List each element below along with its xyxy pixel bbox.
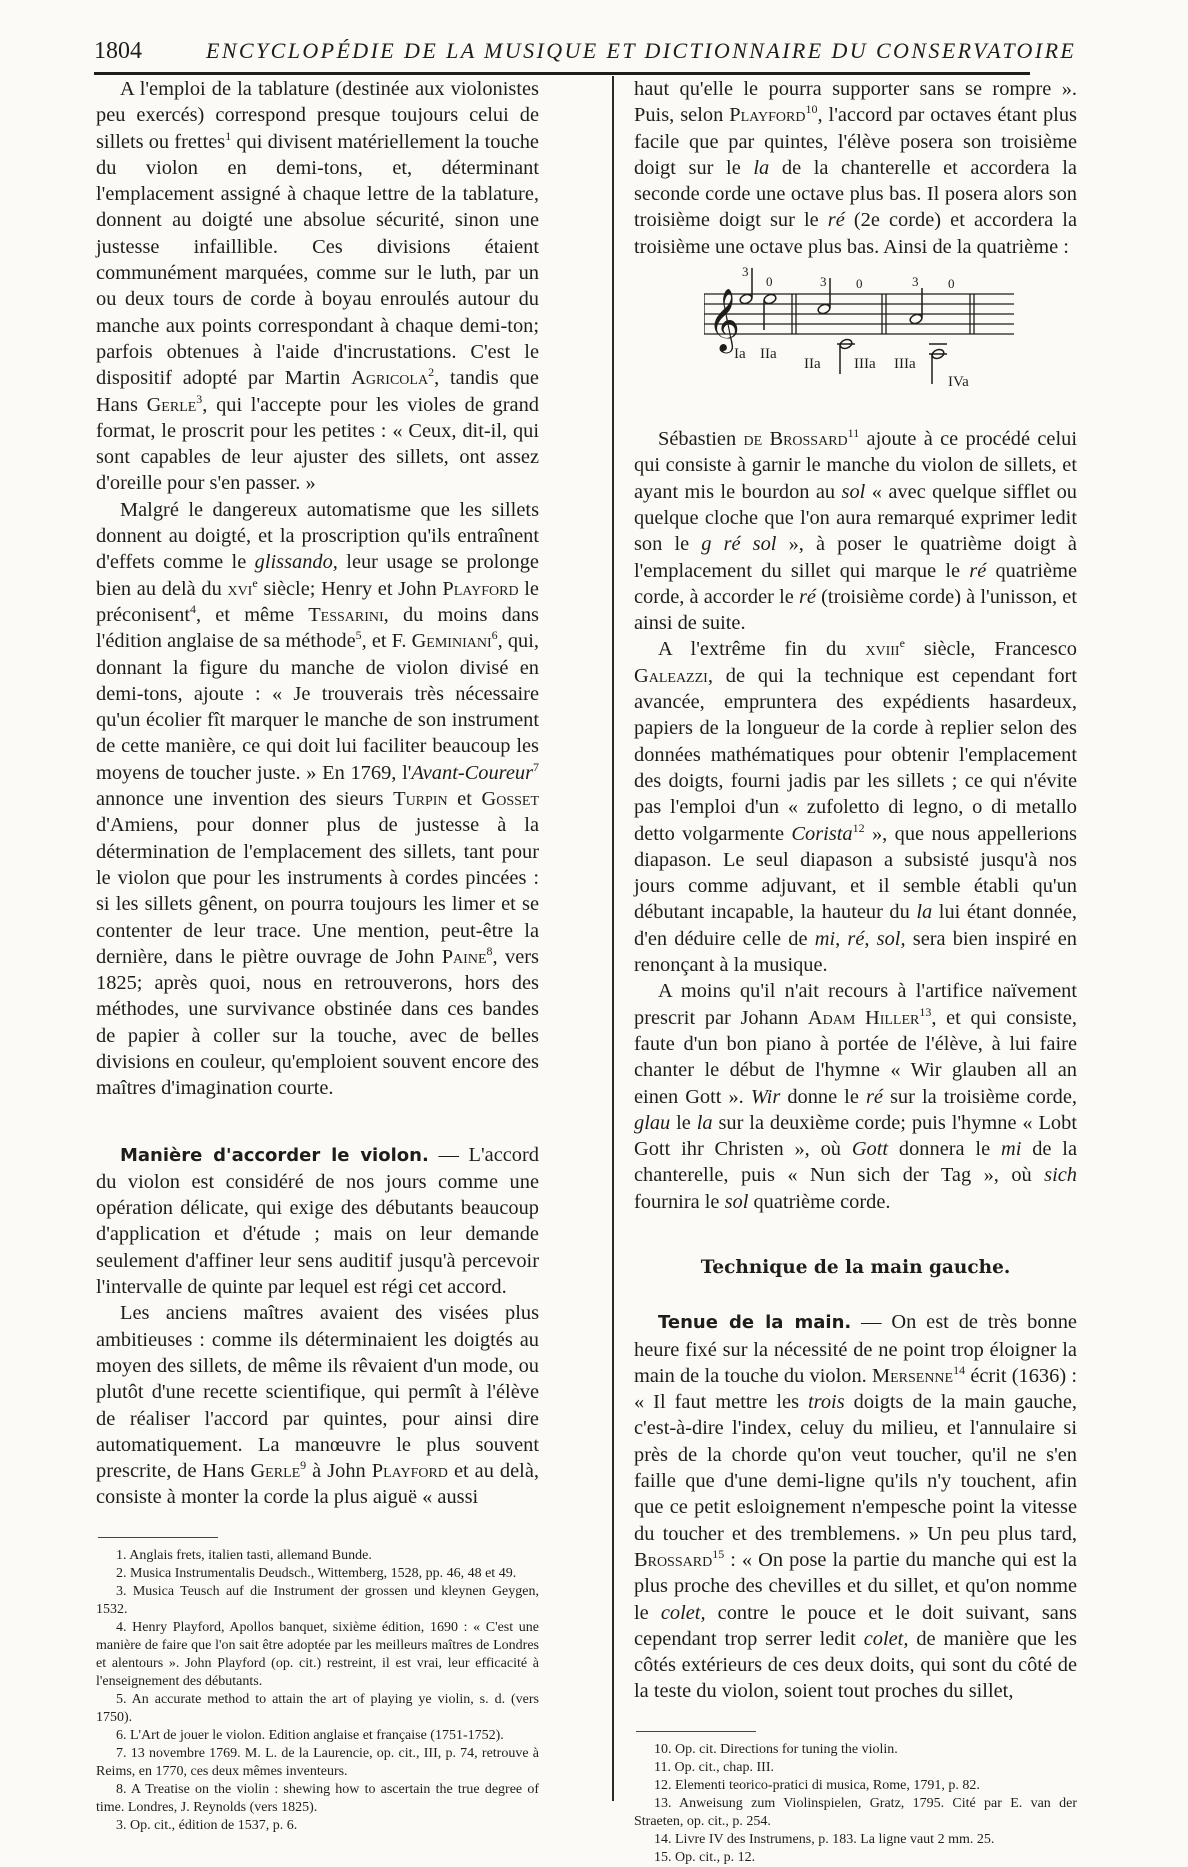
string-label: IIIa xyxy=(894,356,916,373)
footnote: 7. 13 novembre 1769. M. L. de la Laurencie, op. cit., III, p. 74, retrouve à Reims, en 1770, ces deux mêmes inventeurs. xyxy=(96,1745,539,1779)
paragraph-anciens-maitres: Les anciens maîtres avaient des visées plus ambitieuses : comme ils déterminaient les doigtés au moyen des sillets, de même ils rêvaient d'un mode, ou plutôt d'une recette scientifique, qui permît à l'élève de réaliser l'accord par quintes, pour ainsi dire automatiquement. La manœuvre le plus souvent prescrite, de Hans Gerle$^9$ à John Playford et au delà, consiste à monter la corde la plus aiguë « aussi xyxy=(96,1302,539,1509)
fingering-label: 3 xyxy=(742,264,749,280)
string-label: Ia xyxy=(734,346,746,363)
footnote: 1. Anglais frets, italien tasti, allemand Bunde. xyxy=(116,1547,372,1563)
paragraph-playford-octaves: haut qu'elle le pourra supporter sans se rompre ». Puis, selon Playford$^{10}$, l'accord par octaves étant plus facile que par quintes, l'élève posera son troisième doigt sur le la de la chanterelle et accordera la seconde corde une octave plus bas. Il posera alors son troisième doigt sur le ré (2e corde) et accordera la troisième une octave plus bas. Ainsi de la quatrième : xyxy=(634,78,1078,258)
string-label: IIIa xyxy=(854,356,876,373)
footnote: 14. Livre IV des Instrumens, p. 183. La ligne vaut 2 mm. 25. xyxy=(654,1831,995,1847)
footnote: 2. Musica Instrumentalis Deudsch., Wittemberg, 1528, pp. 46, 48 et 49. xyxy=(116,1565,517,1581)
section-title: Technique de la main gauche. xyxy=(700,1256,1011,1278)
left-column xyxy=(96,76,539,1835)
paragraph-tablature: A l'emploi de la tablature (destinée aux violonistes peu exercés) correspond presque toujours celui de sillets ou frettes$^1$ qui divisent matériellement la touche du violon en demi-tons, et, déterminant l'emplacement assigné à chaque lettre de la tablature, donnent au doigté une absolue sécurité, sinon une justesse infaillible. Ces divisions étaient communément marquées, comme sur le luth, par un ou deux tours de corde à boyau enroulés autour du manche aux points correspondant à chaque demi-ton; parfois obtenues à l'aide d'incrustations. C'est le dispositif adopté par Martin Agricola$^2$, tandis que Hans Gerle$^3$, qui l'accepte pour les violes de grand format, le proscrit pour les petites : « Ceux, dit-il, qui sont capables de leur ajuster des sillets, ont assez d'oreille pour s'en passer. » xyxy=(96,78,539,495)
page-number: 1804 xyxy=(94,38,142,64)
column-divider xyxy=(612,76,614,1801)
fingering-label: 0 xyxy=(948,276,955,292)
paragraph-brossard: Sébastien de Brossard$^{11}$ ajoute à ce procédé celui qui consiste à garnir le manche du violon de sillets, et ayant mis le bourdon au sol « avec quelque sifflet ou quelque cloche que l'on aura remarqué exprimer ledit son le g ré sol », à poser le quatrième doigt à l'emplacement du sillet qui marque le ré quatrième corde, à accorder le ré (troisième corde) à l'unisson, et ainsi de suite. xyxy=(634,426,1077,635)
fingering-label: 0 xyxy=(856,276,863,292)
paragraph-tenue-main: Tenue de la main. — On est de très bonne heure fixé sur la nécessité de ne point trop éloigner la main de la touche du violon. Mersenne$^{14}$ écrit (1636) : « Il faut mettre les trois doigts de la main gauche, c'est-à-dire l'index, celuy du milieu, et l'annulaire si près de la chorde qu'on veut toucher, qu'il ne s'en faille que d'une demi-ligne qu'ils n'y touchent, afin que ce petit esloignement n'empesche point la vitesse du toucher et des tremblemens. » Un peu plus tard, Brossard$^{15}$ : « On pose la partie du manche qui est la plus proche des chevilles et du sillet, et qu'on nomme le colet, contre le pouce et le doit suivant, sans cependant trop serrer ledit colet, de manière que les côtés extérieurs de ces deux doits, qui sont du côté de la teste du violon, soient tout proches du sillet, xyxy=(634,1311,1077,1703)
paragraph-hiller: A moins qu'il n'ait recours à l'artifice naïvement prescrit par Johann Adam Hiller$^{13}$, et qui consiste, faute d'un bon piano à portée de l'élève, à lui faire chanter le début de l'hymne « Wir glauben all an einen Gott ». Wir donne le ré sur la troisième corde, glau le la sur la deuxième corde; puis l'hymne « Lobt Gott ihr Christen », où Gott donnera le mi de la chanterelle, puis « Nun sich der Tag », où sich fournira le sol quatrième corde. xyxy=(634,980,1077,1213)
footnote: 5. An accurate method to attain the art of playing ye violin, s. d. (vers 1750). xyxy=(96,1691,539,1725)
footnote: 15. Op. cit., p. 12. xyxy=(654,1849,756,1865)
string-label: IIa xyxy=(760,346,777,363)
spacer xyxy=(634,1215,1077,1255)
subheading-maniere-accorder: Manière d'accorder le violon. xyxy=(120,1144,429,1166)
paragraph-galeazzi: A l'extrême fin du xviii$^e$ siècle, Francesco Galeazzi, de qui la technique est cependant fort avancée, empruntera des expédients hasardeux, papiers de la longueur de la corde à replier selon des données mathématiques pour obtenir l'emplacement des doigts, fourni jadis par les sillets ; ce qui n'évite pas l'emploi d'un « zufoletto di legno, o di metallo detto volgarmente Corista$^{12}$ », que nous appellerions diapason. Le seul diapason a subsisté jusqu'à nos jours comme adjuvant, et il semble établi qu'un débutant incapable, la hauteur du la lui étant donnée, d'en déduire celle de mi, ré, sol, sera bien inspiré en renonçant à la musique. xyxy=(634,636,1077,977)
string-label: IIa xyxy=(804,356,821,373)
footnote: 3. Musica Teusch auf die Instrument der grossen und kleynen Geygen, 1532. xyxy=(96,1583,539,1617)
spacer xyxy=(96,1102,539,1142)
right-column xyxy=(634,76,1077,1867)
footnote: 11. Op. cit., chap. III. xyxy=(654,1759,774,1775)
music-example xyxy=(704,264,1077,392)
staff-notation xyxy=(704,264,1034,392)
footnote: 6. L'Art de jouer le violon. Edition anglaise et française (1751-1752). xyxy=(116,1727,504,1743)
fingering-label: 3 xyxy=(820,274,827,290)
treble-clef-icon: 𝄞 xyxy=(708,288,740,352)
spacer xyxy=(634,1281,1077,1309)
page-header xyxy=(94,34,1077,75)
paragraph-maniere-accorder: Manière d'accorder le violon. — L'accord du violon est considéré de nos jours comme une opération délicate, qui exige des débutants beaucoup d'application et d'étude ; mais on leur demande seulement d'affiner leur sens auditif jusqu'à percevoir l'intervalle de quinte par lequel est régi cet accord. xyxy=(96,1143,539,1299)
footnote: 13. Anweisung zum Violinspielen, Gratz, 1795. Cité par E. van der Straeten, op. cit., p. 254. xyxy=(634,1795,1077,1829)
fingering-label: 3 xyxy=(912,274,919,290)
running-title: ENCYCLOPÉDIE DE LA MUSIQUE ET DICTIONNAIRE DU CONSERVATOIRE xyxy=(206,38,1077,63)
footnote: 12. Elementi teorico-pratici di musica, Rome, 1791, p. 82. xyxy=(654,1777,980,1793)
footnote: 3. Op. cit., édition de 1537, p. 6. xyxy=(116,1817,298,1833)
footnotes-left xyxy=(96,1547,539,1835)
footnote-separator xyxy=(98,1537,218,1538)
subheading-tenue-main: Tenue de la main. xyxy=(658,1312,852,1334)
string-label: IVa xyxy=(948,374,969,391)
footnote: 4. Henry Playford, Apollos banquet, sixième édition, 1690 : « C'est une manière de faire que l'on sait être adoptée par les meilleurs maîtres de Londres et alentours ». John Playford (op. cit.) restreint, il est vrai, leur efficacité à l'enseignement des débutants. xyxy=(96,1619,539,1689)
footnote: 8. A Treatise on the violin : shewing how to ascertain the true degree of time. Londres, J. Reynolds (vers 1825). xyxy=(96,1781,539,1815)
footnote-separator xyxy=(636,1731,756,1732)
paragraph-sillets: Malgré le dangereux automatisme que les sillets donnent au doigté, et la proscription qu'ils entraînent d'effets comme le glissando, leur usage se prolonge bien au delà du xvi$^e$ siècle; Henry et John Playford le préconisent$^4$, et même Tessarini, du moins dans l'édition anglaise de sa méthode$^5$, et F. Geminiani$^6$, qui, donnant la figure du manche de violon divisé en demi-tons, ajoute : « Je trouverais très nécessaire qu'un écolier fît marquer le manche de son instrument de cette manière, ce qui doit lui faciliter beaucoup les moyens de toucher juste. » En 1769, l'Avant-Coureur$^7$ annonce une invention des sieurs Turpin et Gosset d'Amiens, pour donner plus de justesse à la détermination de l'emplacement des sillets, tant pour le violon que pour les instruments à cordes pincées : si les sillets gênent, on pourra toujours les limer et se contenter de leur trace. Une mention, peut-être la dernière, dans le piètre ouvrage de John Paine$^8$, vers 1825; après quoi, nous en retrouverons, hors des méthodes, une survivance obstinée dans ces bandes de papier à coller sur la touche, avec de belles divisions en couleur, qu'emploient souvent encore des maîtres d'imagination courte. xyxy=(96,498,539,1100)
footnotes-right xyxy=(634,1741,1077,1867)
footnote: 10. Op. cit. Directions for tuning the violin. xyxy=(654,1741,898,1757)
fingering-label: 0 xyxy=(766,274,773,290)
